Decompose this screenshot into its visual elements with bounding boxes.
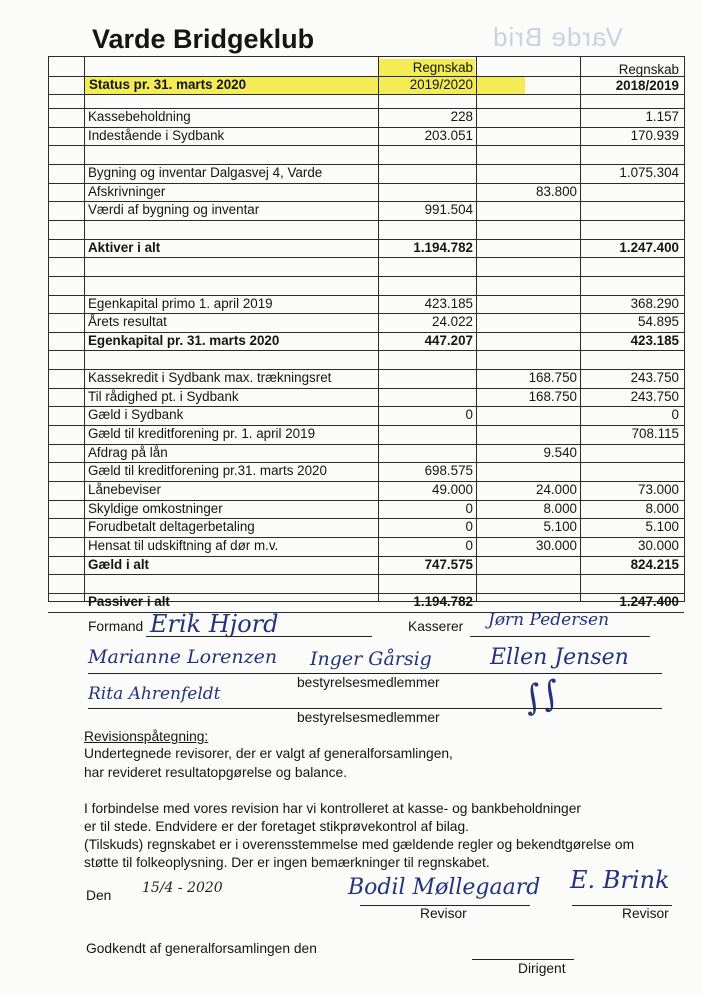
- row-label: Gæld i alt: [88, 557, 150, 572]
- row-label: Afdrag på lån: [88, 445, 168, 460]
- revision-paragraph-1-line-2: har revideret resultatopgørelse og balance.: [84, 765, 348, 780]
- revision-paragraph-2-line-3: (Tilskuds) regnskabet er i overensstemmelse med gældende regler og bekendtgørelse om: [84, 837, 635, 852]
- row-value-2019-2020: 203.051: [424, 128, 473, 143]
- col1-header-line1: Regnskab: [412, 60, 473, 75]
- row-value-subtotal: 168.750: [528, 389, 577, 404]
- revision-paragraph-2-line-2: er til stede. Endvidere er der foretaget stikprøvekontrol af bilag.: [84, 819, 469, 834]
- revisor-signature-2: E. Brink: [570, 866, 670, 894]
- board-signature-1: Marianne Lorenzen: [88, 646, 278, 668]
- row-value-subtotal: 5.100: [543, 519, 577, 534]
- row-value-2018-2019: 1.157: [645, 109, 679, 124]
- row-value-2019-2020: 423.185: [424, 296, 473, 311]
- revisor-label-1: Revisor: [420, 906, 467, 921]
- status-label: Status pr. 31. marts 2020: [89, 77, 247, 92]
- row-label: Kassekredit i Sydbank max. trækningsret: [88, 370, 332, 385]
- board-signature-3: Ellen Jensen: [490, 645, 629, 670]
- row-value-2019-2020: 228: [450, 109, 473, 124]
- revisor-signature-1: Bodil Møllegaard: [348, 875, 541, 900]
- row-label: Bygning og inventar Dalgasvej 4, Varde: [88, 165, 323, 180]
- board-label-2: bestyrelsesmedlemmer: [297, 710, 440, 725]
- handwritten-date: 15/4 - 2020: [142, 880, 223, 896]
- revisor-label-2: Revisor: [622, 906, 669, 921]
- row-value-2018-2019: 423.185: [630, 333, 679, 348]
- row-value-2018-2019: 243.750: [630, 389, 679, 404]
- row-value-2018-2019: 30.000: [638, 538, 679, 553]
- board-signature-line-2: [88, 708, 662, 709]
- row-label: Skyldige omkostninger: [88, 501, 223, 516]
- row-value-subtotal: 168.750: [528, 370, 577, 385]
- col3-header-line2: 2018/2019: [615, 78, 679, 93]
- revision-paragraph-2-line-1: I forbindelse med vores revision har vi kontrolleret at kasse- og bankbeholdninger: [84, 801, 581, 816]
- row-value-2019-2020: 698.575: [424, 463, 473, 478]
- row-label: Gæld i Sydbank: [88, 407, 184, 422]
- col1-header-line2: 2019/2020: [409, 77, 473, 92]
- formand-signature-line: [146, 636, 372, 637]
- board-signature-line-1: [88, 673, 662, 674]
- table-rule-16: [48, 350, 684, 351]
- row-value-2019-2020: 49.000: [432, 482, 473, 497]
- row-label: Værdi af bygning og inventar: [88, 202, 260, 217]
- table-column-rule-1: [84, 56, 85, 602]
- row-label: Indestående i Sydbank: [88, 128, 225, 143]
- kasserer-label: Kasserer: [408, 619, 464, 634]
- table-column-rule-4: [580, 56, 581, 602]
- row-label: Gæld til kreditforening pr. 1. april 2019: [88, 426, 316, 441]
- row-label: Gæld til kreditforening pr.31. marts 2020: [88, 463, 327, 478]
- table-column-rule-0: [48, 56, 49, 602]
- table-rule-0: [48, 56, 684, 57]
- row-value-2019-2020: 1.194.782: [413, 240, 473, 255]
- row-value-2019-2020: 447.207: [424, 333, 473, 348]
- row-label: Egenkapital pr. 31. marts 2020: [88, 333, 280, 348]
- row-label: Årets resultat: [88, 314, 167, 329]
- approved-text: Godkendt af generalforsamlingen den: [86, 941, 317, 956]
- row-label: Passiver i alt: [88, 594, 170, 609]
- row-value-2019-2020: 0: [465, 407, 473, 422]
- date-label: Den: [86, 888, 112, 903]
- row-label: Til rådighed pt. i Sydbank: [88, 389, 239, 404]
- formand-label: Formand: [88, 619, 144, 634]
- row-value-2018-2019: 708.115: [631, 426, 679, 441]
- dirigent-label: Dirigent: [518, 961, 566, 976]
- col3-header-line1: Regnskab: [618, 62, 679, 77]
- row-value-2019-2020: 0: [465, 501, 473, 516]
- row-value-2018-2019: 1.075.304: [619, 165, 679, 180]
- row-value-subtotal: 9.540: [543, 445, 577, 460]
- row-value-2018-2019: 54.895: [638, 314, 679, 329]
- revision-paragraph-2-line-4: støtte til folkeoplysning. Der er ingen bemærkninger til regnskabet.: [84, 855, 490, 870]
- balance-sheet-table: [48, 56, 684, 609]
- row-value-subtotal: 24.000: [536, 482, 577, 497]
- row-value-2019-2020: 24.022: [432, 314, 473, 329]
- row-value-2018-2019: 5.100: [645, 519, 679, 534]
- row-value-2018-2019: 170.939: [630, 128, 679, 143]
- row-value-2019-2020: 0: [465, 538, 473, 553]
- row-value-2018-2019: 8.000: [645, 501, 679, 516]
- row-value-2018-2019: 73.000: [638, 482, 679, 497]
- row-label: Aktiver i alt: [88, 240, 161, 255]
- row-label: Egenkapital primo 1. april 2019: [88, 296, 273, 311]
- revision-heading: Revisionspåtegning:: [84, 729, 209, 744]
- row-label: Forudbetalt deltagerbetaling: [88, 519, 255, 534]
- revision-paragraph-1-line-1: Undertegnede revisorer, der er valgt af generalforsamlingen,: [84, 746, 453, 761]
- row-value-2018-2019: 368.290: [630, 296, 679, 311]
- row-value-2019-2020: 1.194.782: [413, 594, 473, 609]
- table-rule-9: [48, 220, 684, 221]
- row-value-2018-2019: 1.247.400: [619, 240, 679, 255]
- row-value-2018-2019: 1.247.400: [619, 594, 679, 609]
- row-value-2019-2020: 0: [465, 519, 473, 534]
- row-value-subtotal: 30.000: [536, 538, 577, 553]
- stamp-watermark: Varde Brid: [492, 22, 623, 52]
- table-column-rule-5: [684, 56, 685, 602]
- row-value-2019-2020: 991.504: [424, 202, 473, 217]
- formand-signature: Erik Hjord: [150, 610, 279, 638]
- table-rule-1: [48, 76, 684, 77]
- row-label: Hensat til udskiftning af dør m.v.: [88, 538, 279, 553]
- table-rule-12: [48, 276, 684, 277]
- row-value-subtotal: 8.000: [543, 501, 577, 516]
- row-label: Lånebeviser: [88, 482, 161, 497]
- row-label: Kassebeholdning: [88, 109, 191, 124]
- row-value-subtotal: 83.800: [536, 184, 577, 199]
- dirigent-signature-line: [472, 959, 574, 960]
- document-title: Varde Bridgeklub: [92, 24, 315, 54]
- table-rule-11: [48, 257, 684, 258]
- board-flourish: ∫∫: [520, 672, 564, 720]
- board-signature-4: Rita Ahrenfeldt: [88, 684, 221, 704]
- table-rule-28: [48, 574, 684, 575]
- board-signature-2: Inger Gårsig: [310, 648, 432, 670]
- row-value-2018-2019: 824.215: [630, 557, 679, 572]
- board-label-1: bestyrelsesmedlemmer: [297, 675, 440, 690]
- row-value-2018-2019: 243.750: [630, 370, 679, 385]
- row-value-2018-2019: 0: [671, 407, 679, 422]
- table-rule-5: [48, 145, 684, 146]
- table-rule-2: [48, 94, 684, 95]
- kasserer-signature-line: [470, 636, 650, 637]
- row-label: Afskrivninger: [88, 184, 166, 199]
- row-value-2019-2020: 747.575: [424, 557, 473, 572]
- kasserer-signature: Jørn Pedersen: [488, 610, 610, 630]
